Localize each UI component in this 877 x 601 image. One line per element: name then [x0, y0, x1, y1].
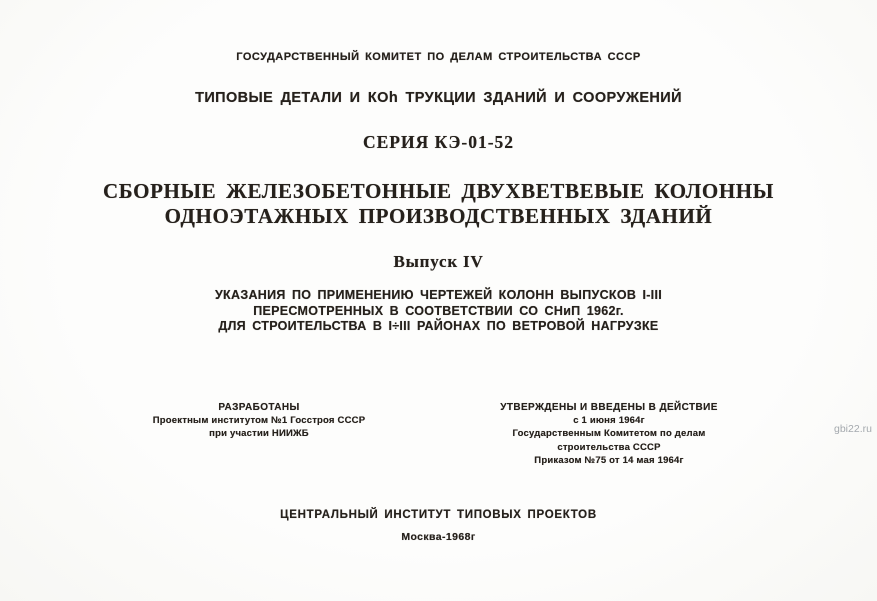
- directions-line1: УКАЗАНИЯ ПО ПРИМЕНЕНИЮ ЧЕРТЕЖЕЙ КОЛОНН ВЫПУСКОВ I-III: [214, 288, 662, 302]
- directions-paragraph: [0, 288, 877, 335]
- approved-by-line4: Приказом №75 от 14 мая 1964г: [534, 454, 684, 466]
- issue-number: Выпуск IV: [393, 252, 484, 271]
- directions-line2: ПЕРЕСМОТРЕННЫХ В СООТВЕТСТВИИ СО СНиП 1962г.: [253, 303, 624, 318]
- document-title-line2: ОДНОЭТАЖНЫХ ПРОИЗВОДСТВЕННЫХ ЗДАНИЙ: [164, 204, 713, 228]
- directions-line3: ДЛЯ СТРОИТЕЛЬСТВА В I÷III РАЙОНАХ ПО ВЕТРОВОЙ НАГРУЗКЕ: [218, 319, 659, 333]
- approved-by-heading: УТВЕРЖДЕНЫ И ВВЕДЕНЫ В ДЕЙСТВИЕ: [500, 402, 718, 413]
- committee-line: ГОСУДАРСТВЕННЫЙ КОМИТЕТ ПО ДЕЛАМ СТРОИТЕЛЬСТВА СССР: [236, 51, 641, 63]
- series-number: СЕРИЯ КЭ-01-52: [362, 132, 515, 152]
- document-title: [0, 179, 877, 229]
- developed-by-heading: РАЗРАБОТАНЫ: [218, 402, 300, 413]
- developed-by-line1: Проектным институтом №1 Госстроя СССР: [152, 415, 366, 427]
- approved-by-line3: строительства СССР: [557, 441, 661, 453]
- document-title-line1: СБОРНЫЕ ЖЕЛЕЗОБЕТОННЫЕ ДВУХВЕТВЕВЫЕ КОЛОННЫ: [103, 179, 774, 203]
- typical-details-line: ТИПОВЫЕ ДЕТАЛИ И КОh ТРУКЦИИ ЗДАНИЙ И СООРУЖЕНИЙ: [195, 90, 682, 106]
- publisher-institute: ЦЕНТРАЛЬНЫЙ ИНСТИТУТ ТИПОВЫХ ПРОЕКТОВ: [280, 509, 597, 521]
- site-watermark: gbi22.ru: [834, 423, 872, 435]
- approved-by-line2: Государственным Комитетом по делам: [512, 428, 706, 440]
- place-and-year: Москва-1968г: [401, 531, 476, 543]
- developed-by-block: [148, 401, 370, 441]
- approved-by-block: [497, 401, 721, 467]
- approved-by-line1: с 1 июня 1964г: [573, 415, 645, 427]
- developed-by-line2: при участии НИИЖБ: [209, 428, 309, 440]
